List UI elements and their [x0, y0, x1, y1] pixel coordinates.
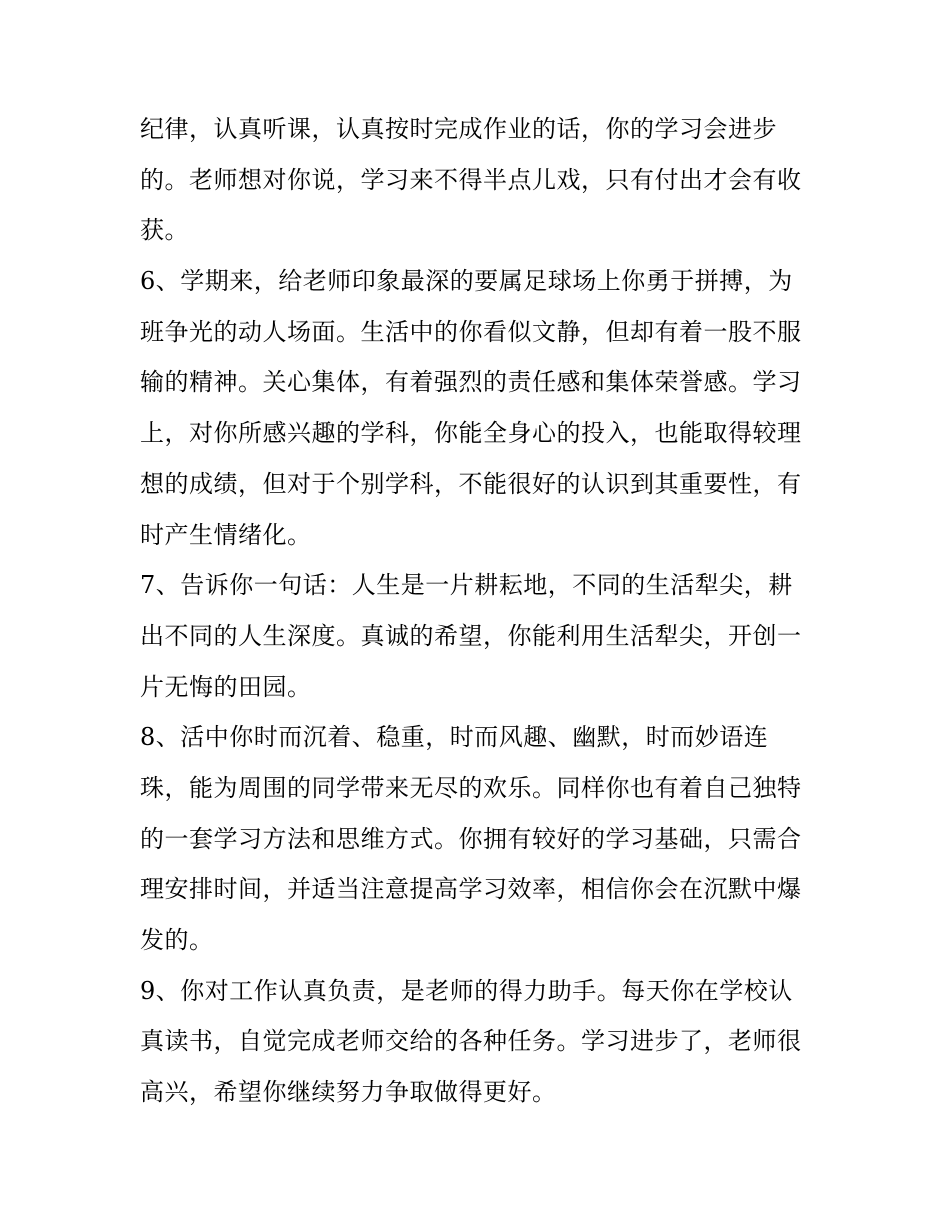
text-line: 7、告诉你一句话：人生是一片耕耘地，不同的生活犁尖，耕: [140, 571, 793, 600]
text-line: 发的。: [140, 926, 214, 954]
text-line: 珠，能为周围的同学带来无尽的欢乐。同样你也有着自己独特: [140, 773, 802, 802]
text-line: 9、你对工作认真负责，是老师的得力助手。每天你在学校认: [140, 976, 793, 1005]
document-body: [140, 104, 820, 1118]
text-line: 高兴，希望你继续努力争取做得更好。: [140, 1078, 557, 1107]
text-line: 真读书，自觉完成老师交给的各种任务。学习进步了，老师很: [140, 1027, 802, 1056]
text-line: 时产生情绪化。: [140, 520, 312, 549]
text-line: 6、学期来，给老师印象最深的要属足球场上你勇于拼搏，为: [140, 267, 793, 296]
text-line: 班争光的动人场面。生活中的你看似文静，但却有着一股不服: [140, 317, 802, 346]
text-line: 纪律，认真听课，认真按时完成作业的话，你的学习会进步: [140, 115, 777, 143]
text-line: 理安排时间，并适当注意提高学习效率，相信你会在沉默中爆: [140, 875, 802, 904]
text-line: 出不同的人生深度。真诚的希望，你能利用生活犁尖，开创一: [140, 621, 802, 650]
text-line: 想的成绩，但对于个别学科，不能很好的认识到其重要性，有: [140, 469, 802, 498]
text-line: 8、活中你时而沉着、稳重，时而风趣、幽默，时而妙语连: [140, 723, 769, 752]
text-line: 上，对你所感兴趣的学科，你能全身心的投入，也能取得较理: [140, 419, 802, 448]
text-line: 获。: [140, 216, 189, 245]
text-line: 的。老师想对你说，学习来不得半点儿戏，只有付出才会有收: [140, 165, 802, 194]
text-line: 输的精神。关心集体，有着强烈的责任感和集体荣誉感。学习: [140, 368, 802, 397]
text-line: 片无悔的田园。: [140, 672, 312, 701]
text-line: 的一套学习方法和思维方式。你拥有较好的学习基础，只需合: [140, 824, 802, 853]
